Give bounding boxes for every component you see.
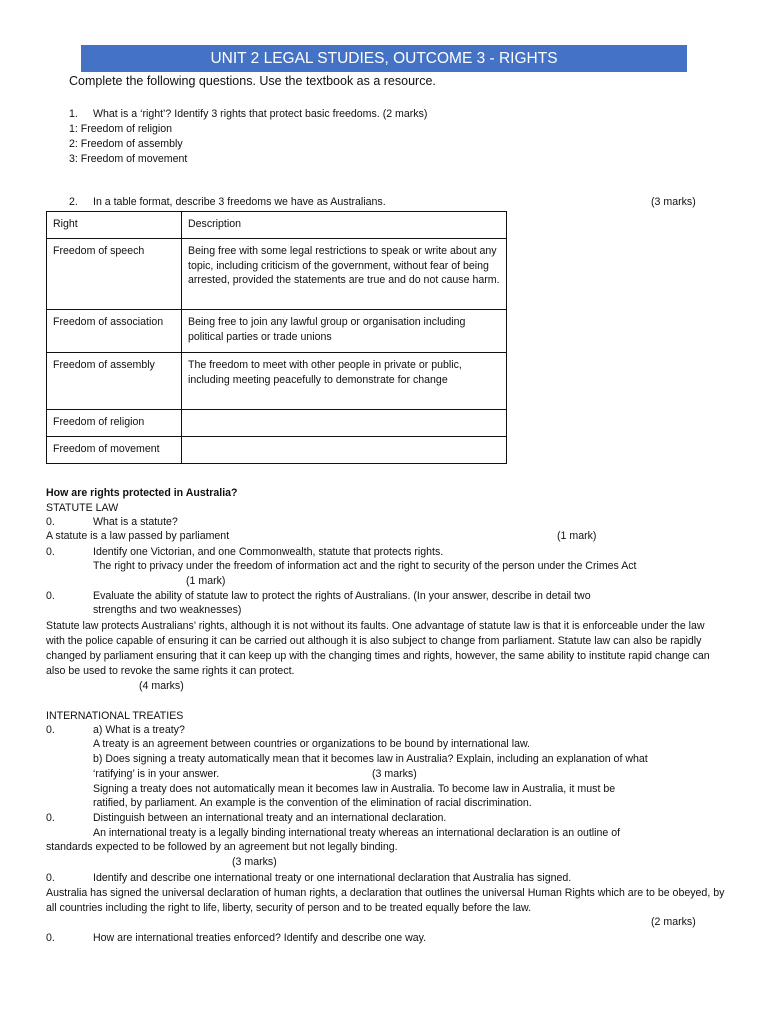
q1-answer-3: 3: Freedom of movement bbox=[69, 153, 188, 165]
rights-table bbox=[46, 211, 507, 464]
table-cell-description bbox=[182, 410, 507, 437]
table-cell-right: Freedom of religion bbox=[47, 410, 182, 437]
q1-answer-1: 1: Freedom of religion bbox=[69, 123, 173, 135]
statute-heading: STATUTE LAW bbox=[46, 502, 119, 514]
treaties-q-e-number: 0. bbox=[46, 932, 55, 944]
statute-q-a-number: 0. bbox=[46, 516, 55, 528]
treaties-q-a: a) What is a treaty? bbox=[93, 724, 185, 736]
statute-q-b-number: 0. bbox=[46, 546, 55, 558]
treaties-q-c-number: 0. bbox=[46, 812, 55, 824]
treaties-q-a-number: 0. bbox=[46, 724, 55, 736]
treaties-a-d: Australia has signed the universal declaration of human rights, a declaration that outlines the universal Human Rights which are to be obeyed, by all countries including the right to life, liberty, security of person and to be treated equally before the law. bbox=[46, 887, 725, 914]
statute-q-c-line2: strengths and two weaknesses) bbox=[93, 604, 242, 616]
statute-q-b: Identify one Victorian, and one Commonwealth, statute that protects rights. bbox=[93, 546, 444, 558]
table-cell-right: Freedom of assembly bbox=[47, 353, 182, 410]
document-title: UNIT 2 LEGAL STUDIES, OUTCOME 3 - RIGHTS bbox=[81, 45, 687, 72]
table-row bbox=[47, 310, 507, 353]
q2-marks: (3 marks) bbox=[651, 196, 696, 208]
statute-q-c-number: 0. bbox=[46, 590, 55, 602]
table-header-right: Right bbox=[47, 212, 182, 239]
treaties-a-c-line2: standards expected to be followed by an agreement but not legally binding. bbox=[46, 841, 398, 853]
treaties-q-c: Distinguish between an international treaty and an international declaration. bbox=[93, 812, 447, 824]
section-heading: How are rights protected in Australia? bbox=[46, 487, 238, 499]
statute-a-b-marks: (1 mark) bbox=[186, 575, 226, 587]
table-cell-description: Being free to join any lawful group or organisation including political parties or trade unions bbox=[182, 310, 507, 353]
statute-q-c-line1: Evaluate the ability of statute law to protect the rights of Australians. (In your answer, describe in detail two bbox=[93, 590, 591, 602]
table-row bbox=[47, 437, 507, 464]
treaties-heading: INTERNATIONAL TREATIES bbox=[46, 710, 184, 722]
treaties-a-c-marks: (3 marks) bbox=[232, 856, 277, 868]
statute-a-c-marks: (4 marks) bbox=[139, 680, 184, 692]
statute-a-a-marks: (1 mark) bbox=[557, 530, 597, 542]
table-cell-right: Freedom of speech bbox=[47, 239, 182, 310]
table-cell-description: The freedom to meet with other people in private or public, including meeting peacefully to demonstrate for change bbox=[182, 353, 507, 410]
q1-text: What is a ‘right’? Identify 3 rights that protect basic freedoms. (2 marks) bbox=[93, 108, 428, 120]
q1-number: 1. bbox=[69, 108, 78, 120]
treaties-a-d-marks: (2 marks) bbox=[651, 916, 696, 928]
statute-a-a: A statute is a law passed by parliament bbox=[46, 530, 230, 542]
statute-a-c: Statute law protects Australians’ rights, although it is not without its faults. One advantage of statute law is that it is enforceable under the law with the police capable of ensuring it can be carried out although it is also subject to change from parliament. Statute law can also be rapidly changed by parliament ensuring that it can keep up with the changing times and rights, however, the same ability to institute rapid change can also be used to revoke the same rights it can protect. bbox=[46, 620, 710, 677]
treaties-a-b-line1: Signing a treaty does not automatically mean it becomes law in Australia. To become law in Australia, it must be bbox=[93, 783, 616, 795]
table-cell-right: Freedom of association bbox=[47, 310, 182, 353]
treaties-q-d: Identify and describe one international treaty or one international declaration that Australia has signed. bbox=[93, 872, 572, 884]
q2-text: In a table format, describe 3 freedoms we have as Australians. bbox=[93, 196, 386, 208]
statute-q-a: What is a statute? bbox=[93, 516, 178, 528]
treaties-q-b-line2: ‘ratifying’ is in your answer. bbox=[93, 768, 220, 780]
q2-number: 2. bbox=[69, 196, 78, 208]
table-header-row bbox=[47, 212, 507, 239]
table-row bbox=[47, 239, 507, 310]
treaties-q-d-number: 0. bbox=[46, 872, 55, 884]
table-cell-description bbox=[182, 437, 507, 464]
treaties-a-c-line1: An international treaty is a legally binding international treaty whereas an international declaration is an outline of bbox=[93, 827, 621, 839]
table-cell-description: Being free with some legal restrictions to speak or write about any topic, including criticism of the government, without fear of being arrested, provided the statements are true and do not cause harm. bbox=[182, 239, 507, 310]
treaties-q-b-line1: b) Does signing a treaty automatically mean that it becomes law in Australia? Explain, including an explanation of what bbox=[93, 753, 648, 765]
treaties-a-a: A treaty is an agreement between countries or organizations to be bound by international law. bbox=[93, 738, 530, 750]
instructions: Complete the following questions. Use the textbook as a resource. bbox=[69, 74, 436, 88]
table-header-description: Description bbox=[182, 212, 507, 239]
table-row bbox=[47, 410, 507, 437]
q1-answer-2: 2: Freedom of assembly bbox=[69, 138, 183, 150]
table-row bbox=[47, 353, 507, 410]
treaties-q-e: How are international treaties enforced? Identify and describe one way. bbox=[93, 932, 427, 944]
treaties-q-b-marks: (3 marks) bbox=[372, 768, 417, 780]
statute-a-b: The right to privacy under the freedom of information act and the right to security of the person under the Crimes Act bbox=[93, 560, 637, 572]
treaties-a-b-line2: ratified, by parliament. An example is the convention of the elimination of racial discrimination. bbox=[93, 797, 532, 809]
table-cell-right: Freedom of movement bbox=[47, 437, 182, 464]
